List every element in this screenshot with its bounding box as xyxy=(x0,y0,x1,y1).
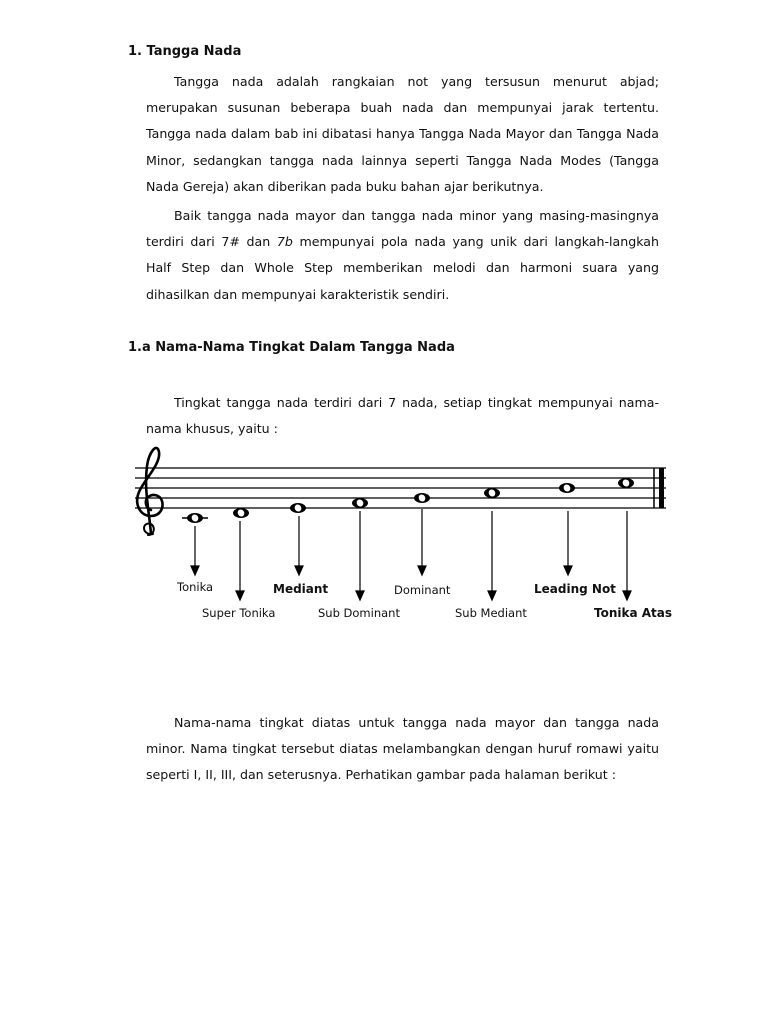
note-e xyxy=(290,503,306,513)
degree-label-dominant: Dominant xyxy=(394,583,451,597)
paragraph-text: Baik tangga nada mayor dan tangga nada minor yang masing-masingnya terdiri dari xyxy=(146,208,659,250)
arrow-leading-not xyxy=(564,511,572,575)
section-heading: 1. Tangga Nada xyxy=(128,44,242,59)
degree-label-leading-not: Leading Not xyxy=(534,582,616,596)
note-c xyxy=(187,513,203,523)
note-a xyxy=(484,488,500,498)
degree-label-tonika: Tonika xyxy=(177,580,214,594)
paragraph-mayor-minor xyxy=(146,203,659,308)
degree-label-tonika-atas: Tonika Atas xyxy=(594,606,673,620)
arrow-sub-dominant xyxy=(356,511,364,600)
arrow-dominant xyxy=(418,509,426,575)
paragraph-text: dan xyxy=(239,234,277,250)
paragraph-text: mempunyai pola nada yang unik dari langkah-langkah Half Step dan Whole Step memberikan melodi dan harmoni suara yang dihasilkan dan mempunyai karakteristik sendiri. xyxy=(146,234,659,302)
paragraph-tangga-nada: Tangga nada adalah rangkaian not yang tersusun menurut abjad; merupakan susunan beberapa buah nada dan mempunyai jarak tertentu. Tangga nada dalam bab ini dibatasi hanya Tangga Nada Mayor dan Tangga Nada Minor, sedangkan tangga nada lainnya seperti Tangga Nada Modes (Tangga Nada Gereja) akan diberikan pada buku bahan ajar berikutnya. xyxy=(146,74,659,194)
note-c-high xyxy=(618,478,634,488)
treble-clef-icon xyxy=(137,448,162,535)
scale-degree-figure xyxy=(120,440,680,640)
thick-barline xyxy=(659,468,664,508)
sharp-count: 7# xyxy=(221,234,240,250)
arrow-super-tonika xyxy=(236,521,244,600)
note-b xyxy=(559,483,575,493)
flat-count: 7b xyxy=(276,234,293,250)
note-g xyxy=(414,493,430,503)
note-f xyxy=(352,498,368,508)
arrow-sub-mediant xyxy=(488,511,496,600)
degree-label-super-tonika: Super Tonika xyxy=(202,606,276,620)
staff-lines xyxy=(135,468,666,508)
paragraph-closing: Nama-nama tingkat diatas untuk tangga nada mayor dan tangga nada minor. Nama tingkat tersebut diatas melambangkan dengan huruf romawi yaitu seperti I, II, III, dan seterusnya. Perhatikan gambar pada halaman berikut : xyxy=(146,715,659,783)
arrow-tonika xyxy=(191,526,199,575)
degree-label-sub-mediant: Sub Mediant xyxy=(455,606,527,620)
arrow-tonika-atas xyxy=(623,511,631,600)
arrow-mediant xyxy=(295,516,303,575)
degree-label-sub-dominant: Sub Dominant xyxy=(318,606,400,620)
degree-label-mediant: Mediant xyxy=(273,582,329,596)
paragraph-tingkat-intro: Tingkat tangga nada terdiri dari 7 nada, setiap tingkat mempunyai nama-nama khusus, yaitu : xyxy=(146,395,659,437)
subsection-heading: 1.a Nama-Nama Tingkat Dalam Tangga Nada xyxy=(128,340,455,355)
note-d xyxy=(233,508,249,518)
scale-notes xyxy=(187,478,634,523)
